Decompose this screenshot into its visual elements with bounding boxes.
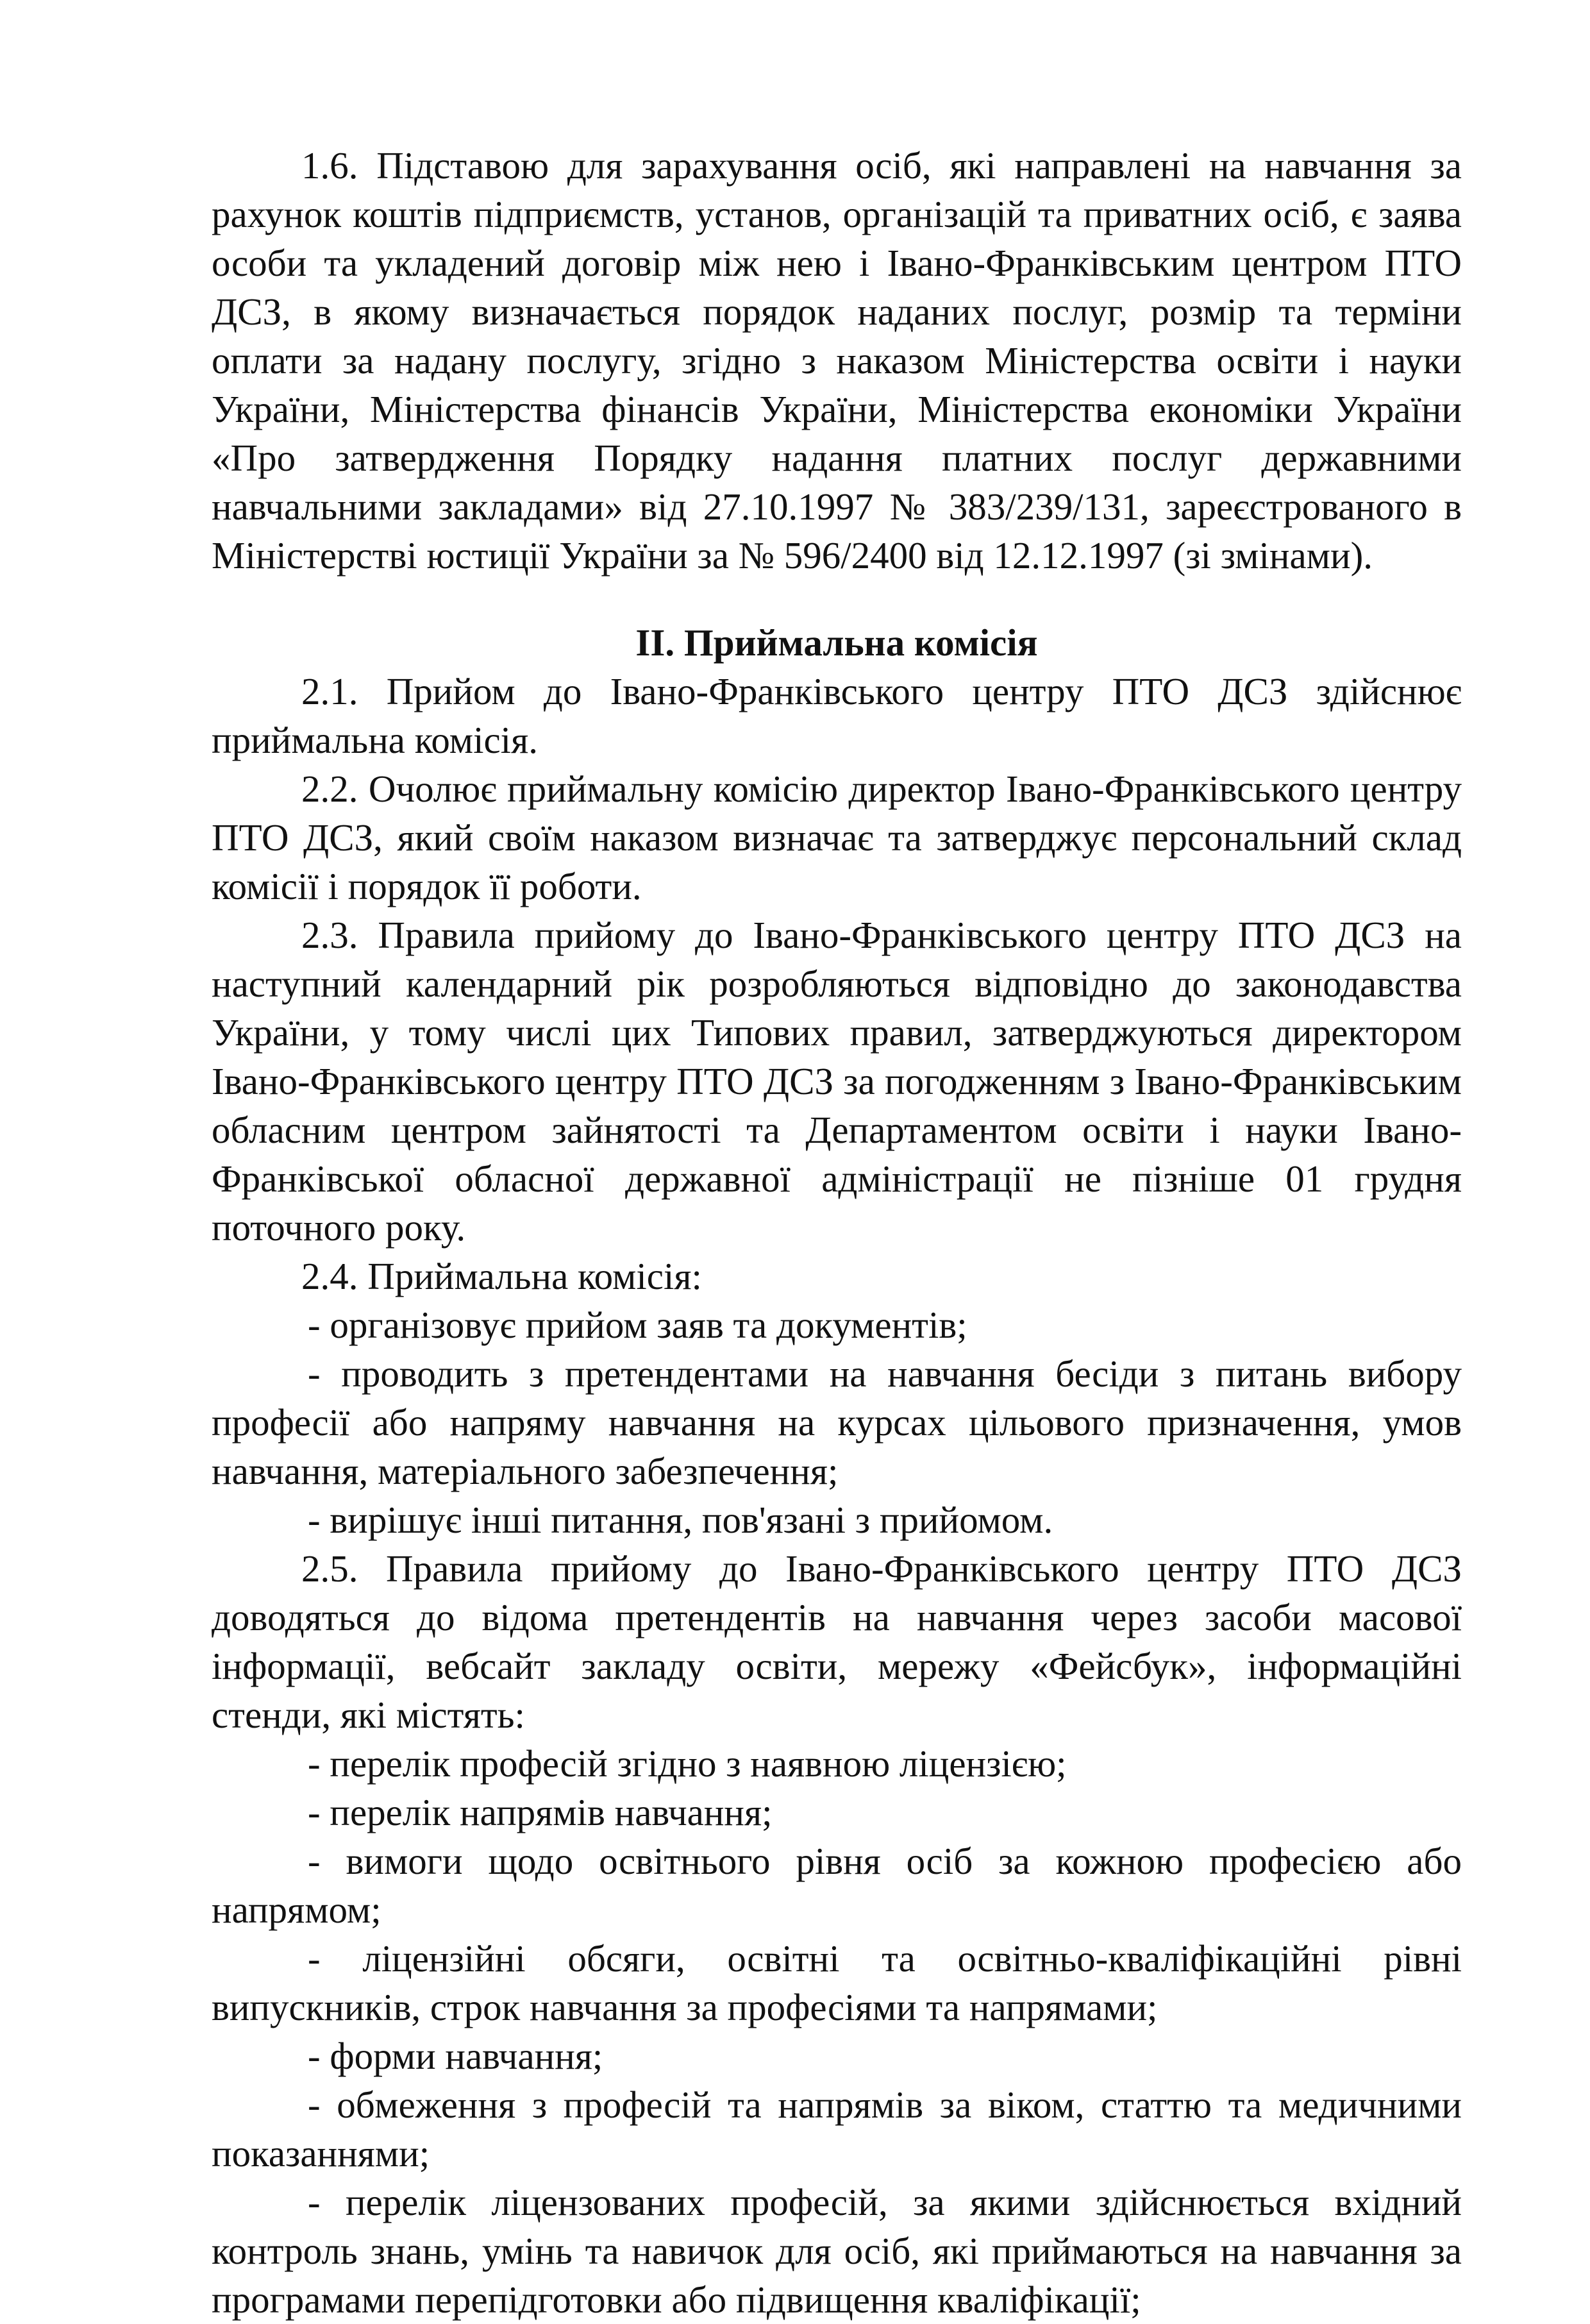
list-item: - перелік професій згідно з наявною ліцензією;	[308, 1742, 1067, 1785]
paragraph-2-3: 2.3. Правила прийому до Івано-Франківського центру ПТО ДСЗ на наступний календарний рік розробляються відповідно до законодавства України, у тому числі цих Типових правил, затверджуються директором Івано-Франківського центру ПТО ДСЗ за погодженням з Івано-Франківським обласним центром зайнятості та Департаментом освіти і науки Івано-Франківської обласної державної адміністрації не пізніше 01 грудня поточного року.	[212, 914, 1462, 1249]
list-item: - вирішує інші питання, пов'язані з прийомом.	[308, 1499, 1053, 1541]
list-item: - вимоги щодо освітнього рівня осіб за кожною професією або напрямом;	[212, 1840, 1462, 1931]
paragraph-2-1: 2.1. Прийом до Івано-Франківського центру ПТО ДСЗ здійснює приймальна комісія.	[212, 670, 1462, 761]
list-item: - проводить з претендентами на навчання бесіди з питань вибору професії або напряму навчання на курсах цільового призначення, умов навчання, матеріального забезпечення;	[212, 1352, 1462, 1492]
list-item: - перелік ліцензованих професій, за якими здійснюється вхідний контроль знань, умінь та навичок для осіб, які приймаються на навчання за програмами перепідготовки або підвищення кваліфікації;	[212, 2181, 1462, 2321]
list-item: - обмеження з професій та напрямів за віком, статтю та медичними показаннями;	[212, 2084, 1462, 2175]
list-item: - ліцензійні обсяги, освітні та освітньо-кваліфікаційні рівні випускників, строк навчання за професіями та напрямами;	[212, 1937, 1462, 2028]
document-page	[212, 141, 1462, 2324]
paragraph-2-4: 2.4. Приймальна комісія:	[301, 1255, 702, 1297]
list-item: - перелік напрямів навчання;	[308, 1791, 773, 1833]
section-heading: II. Приймальна комісія	[635, 621, 1038, 664]
list-item: - організовує прийом заяв та документів;	[308, 1304, 967, 1346]
paragraph-2-2: 2.2. Очолює приймальну комісію директор Івано-Франківського центру ПТО ДСЗ, який своїм наказом визначає та затверджує персональний склад комісії і порядок її роботи.	[212, 768, 1462, 907]
list-item: - форми навчання;	[308, 2035, 603, 2077]
paragraph-1-6: 1.6. Підставою для зарахування осіб, які направлені на навчання за рахунок коштів підприємств, установ, організацій та приватних осіб, є заява особи та укладений договір між нею і Івано-Франківським центром ПТО ДСЗ, в якому визначається порядок наданих послуг, розмір та терміни оплати за надану послугу, згідно з наказом Міністерства освіти і науки України, Міністерства фінансів України, Міністерства економіки України «Про затвердження Порядку надання платних послуг державними навчальними закладами» від 27.10.1997 № 383/239/131, зареєстрованого в Міністерстві юстиції України за № 596/2400 від 12.12.1997 (зі змінами).	[212, 144, 1462, 577]
paragraph-2-5: 2.5. Правила прийому до Івано-Франківського центру ПТО ДСЗ доводяться до відома претендентів на навчання через засоби масової інформації, вебсайт закладу освіти, мережу «Фейсбук», інформаційні стенди, які містять:	[212, 1547, 1462, 1736]
